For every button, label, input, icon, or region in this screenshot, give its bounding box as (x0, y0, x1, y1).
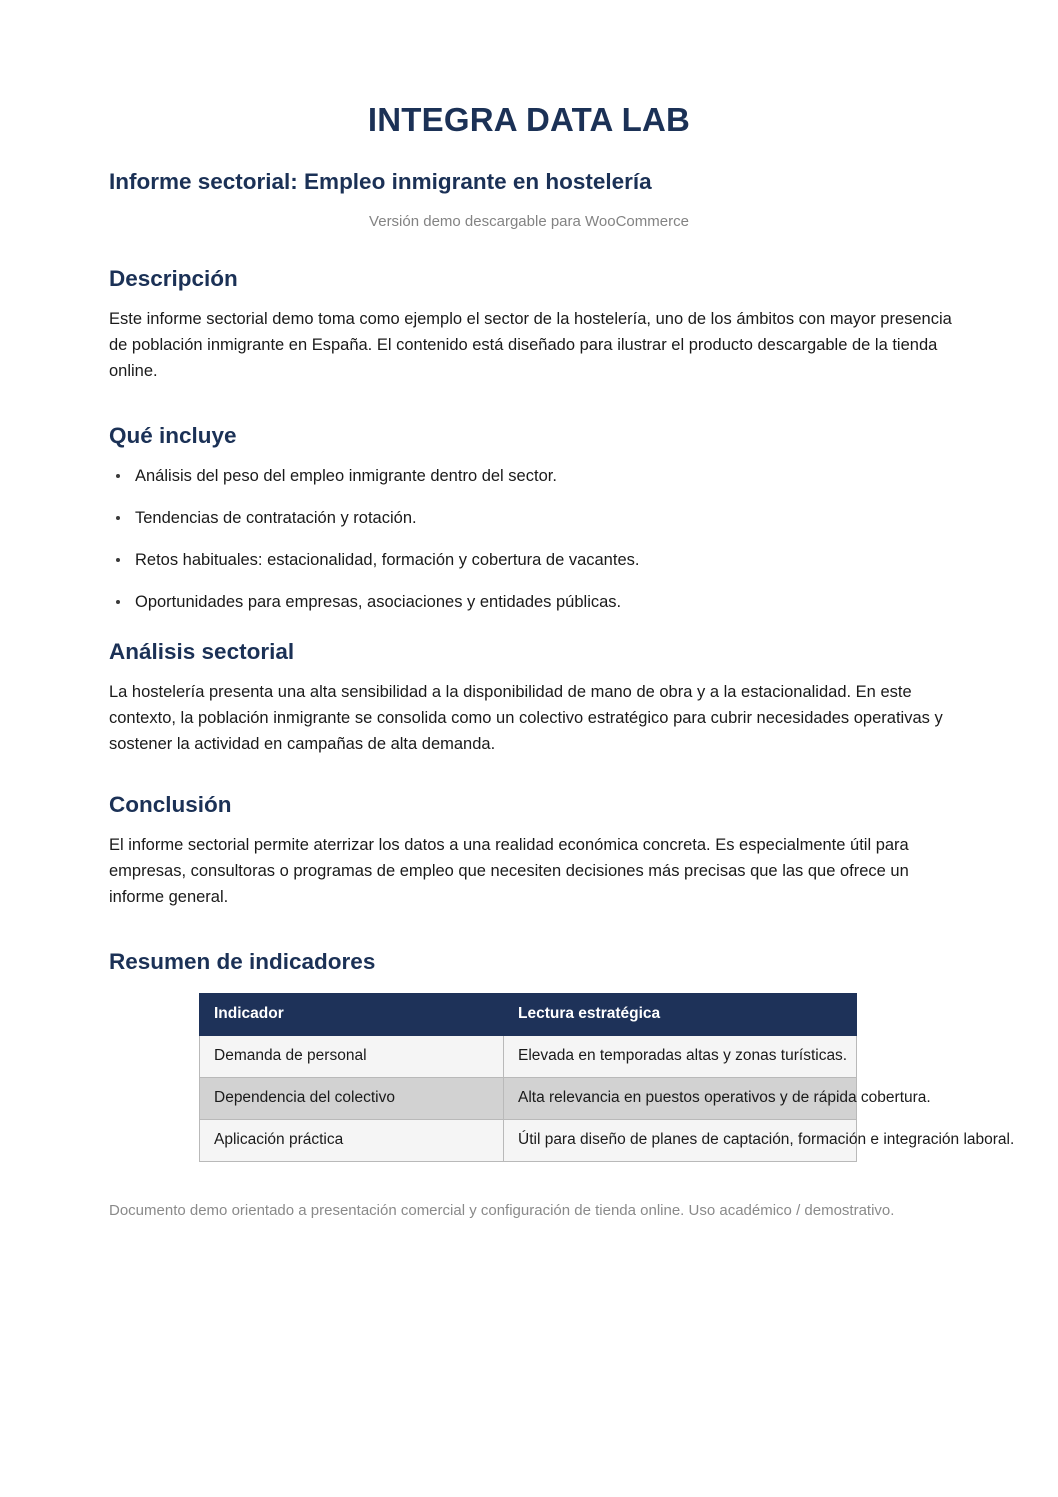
section-analisis-sectorial (109, 638, 957, 757)
cell-lectura: Útil para diseño de planes de captación, formación e integración laboral. (504, 1120, 857, 1162)
indicators-table-wrapper (199, 993, 1015, 1162)
table-row (200, 1078, 857, 1120)
bullet-dot-icon (116, 558, 120, 562)
section-paragraph-descripcion: Este informe sectorial demo toma como ejemplo el sector de la hostelería, uno de los ámbitos con mayor presencia de población inmigrante en España. El contenido está diseñado para ilustrar el producto descargable de la tienda online. (109, 310, 952, 380)
feature-list (109, 464, 957, 614)
table-head (200, 994, 857, 1036)
table-row (200, 1036, 857, 1078)
list-item-label: Oportunidades para empresas, asociaciones y entidades públicas. (135, 593, 622, 611)
table-body (200, 1036, 1015, 1162)
table-header-row (200, 994, 857, 1036)
section-resumen-indicadores (109, 948, 1015, 1148)
list-item (109, 590, 957, 614)
list-item (109, 548, 957, 572)
section-paragraph-analisis-sectorial: La hostelería presenta una alta sensibilidad a la disponibilidad de mano de obra y a la estacionalidad. En este contexto, la población inmigrante se consolida como un colectivo estratégico para cubrir necesidades operativas y sostener la actividad en campañas de alta demanda. (109, 683, 943, 753)
list-item-label: Retos habituales: estacionalidad, formación y cobertura de vacantes. (135, 551, 640, 569)
cell-indicador: Aplicación práctica (200, 1120, 504, 1162)
section-heading-que-incluye: Qué incluye (109, 423, 237, 448)
bullet-dot-icon (116, 516, 120, 520)
section-que-incluye (109, 422, 957, 614)
bullet-dot-icon (116, 600, 120, 604)
section-descripcion (109, 265, 957, 384)
bullet-dot-icon (116, 474, 120, 478)
cell-indicador: Demanda de personal (200, 1036, 504, 1078)
cell-indicador: Dependencia del colectivo (200, 1078, 504, 1120)
document-kicker: Versión demo descargable para WooCommerce (369, 213, 689, 230)
table-row (200, 1120, 857, 1162)
list-item-label: Análisis del peso del empleo inmigrante dentro del sector. (135, 467, 557, 485)
section-heading-descripcion: Descripción (109, 266, 238, 291)
section-conclusion (109, 791, 957, 910)
page-title: INTEGRA DATA LAB (367, 101, 691, 138)
document-subtitle: Informe sectorial: Empleo inmigrante en hostelería (109, 169, 652, 194)
cell-lectura: Elevada en temporadas altas y zonas turísticas. (504, 1036, 857, 1078)
column-header-lectura-estrategica: Lectura estratégica (504, 994, 857, 1036)
indicators-table (199, 993, 1015, 1162)
section-heading-resumen-indicadores: Resumen de indicadores (109, 949, 376, 974)
list-item (109, 464, 957, 488)
section-heading-analisis-sectorial: Análisis sectorial (109, 639, 295, 664)
section-paragraph-conclusion: El informe sectorial permite aterrizar los datos a una realidad económica concreta. Es especialmente útil para empresas, consultoras o programas de empleo que necesiten decisiones más precisas que las que ofrece un informe general. (109, 836, 909, 906)
list-item-label: Tendencias de contratación y rotación. (135, 509, 417, 527)
footer-note: Documento demo orientado a presentación comercial y configuración de tienda online. Uso académico / demostrativo. (109, 1202, 895, 1219)
column-header-indicador: Indicador (200, 994, 504, 1036)
section-heading-conclusion: Conclusión (109, 792, 232, 817)
cell-lectura: Alta relevancia en puestos operativos y de rápida cobertura. (504, 1078, 857, 1120)
list-item (109, 506, 957, 530)
